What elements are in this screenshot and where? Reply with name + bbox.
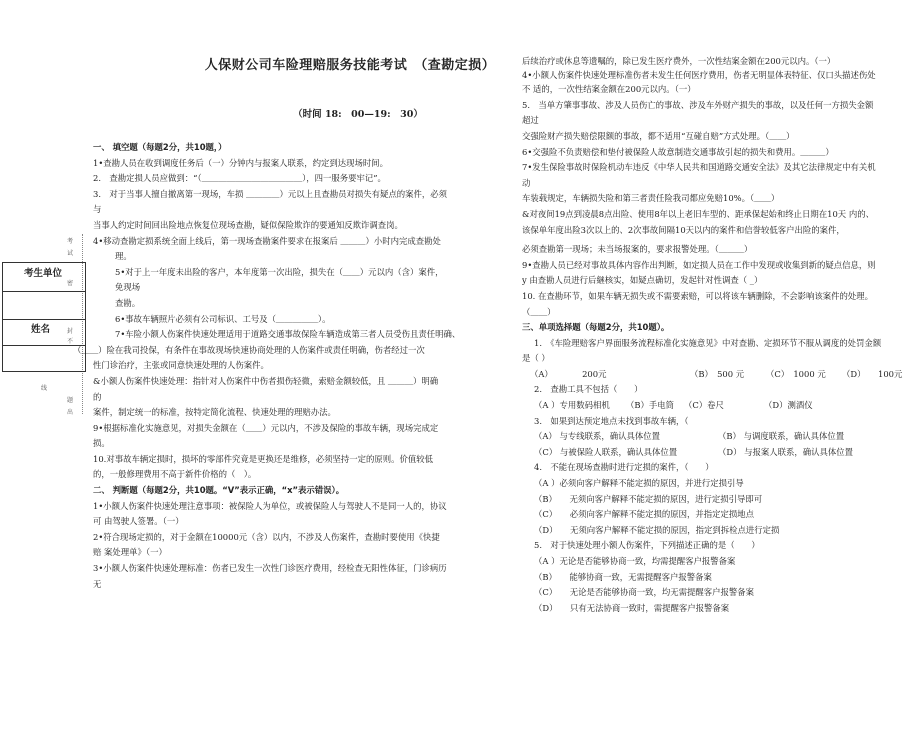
q4-option-b[interactable]: （B） 无须向客户解释不能定损的原因，进行定损引导即可 — [534, 493, 763, 504]
binding-char: 不 — [66, 338, 73, 345]
text-line: y 由查勘人员进行后継核实，如疑点确切，发起针对性调查（ _） — [522, 275, 763, 286]
text-line: 5•对于上一年度未出险的客户，本年度第一次出险，损失在（＿＿）元以内（含）案件， — [115, 266, 444, 277]
exam-time: （时间 18: 00—19: 30） — [293, 109, 423, 120]
question-text: 4. 不能在现场查勘时进行定损的案件，（ ） — [534, 462, 714, 473]
page-title: 人保财公司车险理赔服务技能考试 （查勘定损） — [204, 58, 496, 73]
text-line: 免现场 — [115, 282, 141, 293]
question-text: 是（ ） — [522, 353, 550, 364]
text-line: 与 — [93, 204, 102, 215]
q1-option-a[interactable]: （A） 200元 — [530, 368, 607, 379]
q1-option-d[interactable]: （D） 100元 — [842, 368, 903, 379]
text-line: 该保单年度出险3次以上的、2次事故间隔10天以内的案件和信誉较低客户出险的案件， — [522, 224, 845, 235]
text-line: 当事人约定时间回出险地点恢复位现场查勘，疑似保险欺诈的要通知反欺诈调查岗。 — [93, 219, 403, 230]
q4-option-d[interactable]: （D） 无须向客户解释不能定损的原因，指定到拆检点进行定损 — [534, 524, 780, 535]
q2-option-a[interactable]: （A ）专用数码相机 — [534, 400, 610, 411]
text-line: 2•符合现场定损的，对于金额在10000元（含）以内，不涉及人伤案件，查勘时要使用《快捷 — [93, 531, 440, 542]
unit-label: 考生单位 — [24, 268, 63, 279]
binding-char: 密 — [66, 280, 73, 287]
q1-option-c[interactable]: （C） 1000 元 — [766, 368, 826, 379]
q5-option-c[interactable]: （C） 无论是否能够协商一致，均无需提醒客户报警备案 — [534, 587, 754, 598]
text-line: 可 由驾驶人签署。（一） — [93, 516, 184, 527]
text-line: 案件，制定统一的标准，按特定简化流程、快速处理的理赔办法。 — [93, 407, 336, 418]
name-label: 姓名 — [31, 324, 51, 335]
binding-char: 试 — [66, 250, 73, 257]
q1-options — [522, 367, 916, 383]
question-text: 2. 查勘工具不包括（ ） — [534, 384, 643, 395]
text-line: 6•事故车辆照片必须有公司标识、工号及（＿＿＿＿＿）。 — [115, 313, 331, 324]
section-heading: 一、 填空题（每题2分，共10题，） — [93, 142, 227, 152]
unit-cell[interactable] — [3, 263, 85, 292]
text-line: &小额人伤案件快速处理：指针对人伤案件中伤者损伤轻微，索赔金额较低，且 ＿＿＿）明确 — [93, 375, 439, 386]
question-text: 3. 如果到达预定地点未找到事故车辆，（ — [534, 415, 689, 426]
text-line: 9•查勘人员已经对事故具体内容作出判断，如定损人员在工作中发现或收集到新的疑点信息，则 — [522, 259, 876, 270]
left-column — [73, 140, 495, 592]
text-line: 交强险财产损失赔偿限额的事故，都不适用“互碰自赔”方式处理。（＿＿） — [522, 130, 795, 141]
q3-option-c[interactable]: （C） 与被保险人联系，确认具体位置 — [534, 446, 678, 457]
unit-value-cell[interactable] — [3, 292, 85, 320]
text-line: 4•小额人伤案件快速处理标准伤者未发生任何医疗费用，伤者无明显体表特征、仅口头描述伤处 — [522, 69, 876, 80]
text-line: 的，一般修理费用不高于新件价格的（ ）。 — [93, 469, 257, 480]
section-heading: 三、单项选择题（每题2分，共10题）。 — [522, 322, 670, 333]
text-line: 查勘。 — [115, 297, 141, 308]
binding-char: 题 — [66, 397, 73, 404]
text-line: 3. 对于当事人擅自撤离第一现场，车损 ＿＿＿＿）元以上且查勘员对损失有疑点的案件，必须 — [93, 188, 448, 199]
q2-option-d[interactable]: （D）测酒仪 — [764, 400, 813, 411]
text-line: 1•查勘人员在收到调度任务后（一）分钟内与报案人联系，约定到达现场时间。 — [93, 157, 389, 168]
q2-options — [522, 398, 916, 414]
text-line: 的 — [93, 391, 102, 402]
q5-option-d[interactable]: （D） 只有无法协商一致时，需提醒客户报警备案 — [534, 602, 730, 613]
text-line: 10.对事故车辆定损时，损坏的零部件究竟是更换还是维修，必须坚持一定的原则。价值较低 — [93, 453, 433, 464]
text-line: 动 — [522, 177, 531, 188]
text-line: 超过 — [522, 115, 539, 126]
text-line: 赔 案处理单》（一） — [93, 547, 167, 558]
text-line: 后续治疗或休息等遗嘱的，除已发生医疗费外，一次性结案金额在200元以内。（一） — [522, 56, 836, 66]
right-column — [522, 55, 916, 616]
question-text: 5. 对于快速处理小额人伤案件，下列描述正确的是（ ） — [534, 540, 760, 551]
q5-option-b[interactable]: （B） 能够协商一致，无需提醒客户报警备案 — [534, 571, 712, 582]
text-line: （＿＿） — [522, 306, 556, 317]
q4-option-c[interactable]: （C） 必须向客户解释不能定损的原因，并指定定损地点 — [534, 509, 754, 520]
text-line: 10. 在查勘环节，如果车辆无损失或不需要索赔，可以将该车辆删除，不会影响该案件的处理。 — [522, 290, 873, 301]
q3-options-row2 — [522, 445, 916, 461]
binding-char: 出 — [66, 409, 73, 416]
text-line: 1•小额人伤案件快速处理注意事项：被保险人为单位，或被保险人与驾驶人不是同一人的，协议 — [93, 500, 447, 511]
q1-option-b[interactable]: （B） 500 元 — [690, 368, 745, 379]
text-line: 2. 查勘定损人员应做到：“（＿＿＿＿＿＿＿＿＿＿＿＿），四一服务要牢记”。 — [93, 173, 386, 184]
question-text: 1. 《车险理赔客户界面服务流程标准化实施意见》中对查勘、定损环节不服从调度的处罚金额 — [534, 337, 882, 348]
q2-option-c[interactable]: （C）卷尺 — [684, 400, 724, 411]
text-line: 4•移动查勘定损系统全面上线后，第一现场查勘案件要求在报案后 ＿＿＿）小时内完成查勘处 — [93, 235, 441, 246]
binding-char: 封 — [66, 328, 73, 335]
text-line: 无 — [93, 578, 102, 589]
text-line: 不 适的，一次性结案金额在200元以内。（一） — [522, 84, 696, 95]
section-heading: 二、 判断题（每题2分，共10题。“V”表示正确，“x”表示错误）。 — [93, 485, 345, 496]
text-line: 6•交强险不负责赔偿和垫付被保险人故意制造交通事故引起的损失和费用。＿＿＿） — [522, 146, 834, 157]
q3-option-b[interactable]: （B） 与调度联系，确认具体位置 — [718, 431, 845, 442]
text-line: 5. 当单方肇事事故、涉及人员伤亡的事故、涉及车外财产损失的事故，以及任何一方损失金额 — [522, 99, 874, 110]
q4-option-a[interactable]: （A ）必须向客户解释不能定损的原因，并进行定损引导 — [534, 478, 744, 489]
text-line: 车装载规定，车辆损失险和第三者责任险我司都应免赔10%。（＿＿） — [522, 193, 780, 204]
q3-option-d[interactable]: （D） 与报案人联系，确认具体位置 — [718, 446, 854, 457]
q2-option-b[interactable]: （B）手电筒 — [626, 400, 675, 411]
text-line: （＿＿）险在我司投保，有条件在事故现场快速协商处理的人伤案件或责任明确，伤者经过一次 — [73, 344, 425, 355]
q3-option-a[interactable]: （A） 与专线联系，确认具体位置 — [534, 431, 660, 442]
text-line: &对夜间19点到凌晨8点出险、使用8年以上老旧车型的、距承保起始和终止日期在10天 内的、 — [522, 208, 874, 219]
text-line: 7•发生保险事故时保险机动车违反《中华人民共和国道路交通安全法》及其它法律规定中有关机 — [522, 162, 876, 173]
binding-char: 考 — [66, 238, 73, 245]
text-line: 性门诊治疗，主张或同意快速处理的人伤案件。 — [93, 360, 269, 371]
text-line: 7•车险小额人伤案件快速处理适用于道路交通事故保险车辆造成第三者人员受伤且责任明确、 — [115, 329, 461, 340]
text-line: 9•根据标准化实施意见，对损失金额在（＿＿）元以内，不涉及保险的事故车辆，现场完成定 — [93, 422, 439, 433]
text-line: 理。 — [115, 251, 132, 262]
binding-char: 线 — [40, 385, 47, 392]
text-line: 必须查勘第一现场；未当场报案的，要求报警处理。（＿＿＿） — [522, 244, 753, 255]
q5-option-a[interactable]: （A ）无论是否能够协商一致，均需提醒客户报警备案 — [534, 556, 736, 566]
text-line: 3•小额人伤案件快速处理标准：伤者已发生一次性门诊医疗费用，经检查无阳性体征，门诊病历 — [93, 563, 447, 574]
q3-options-row1 — [522, 429, 916, 445]
text-line: 损。 — [93, 438, 110, 449]
